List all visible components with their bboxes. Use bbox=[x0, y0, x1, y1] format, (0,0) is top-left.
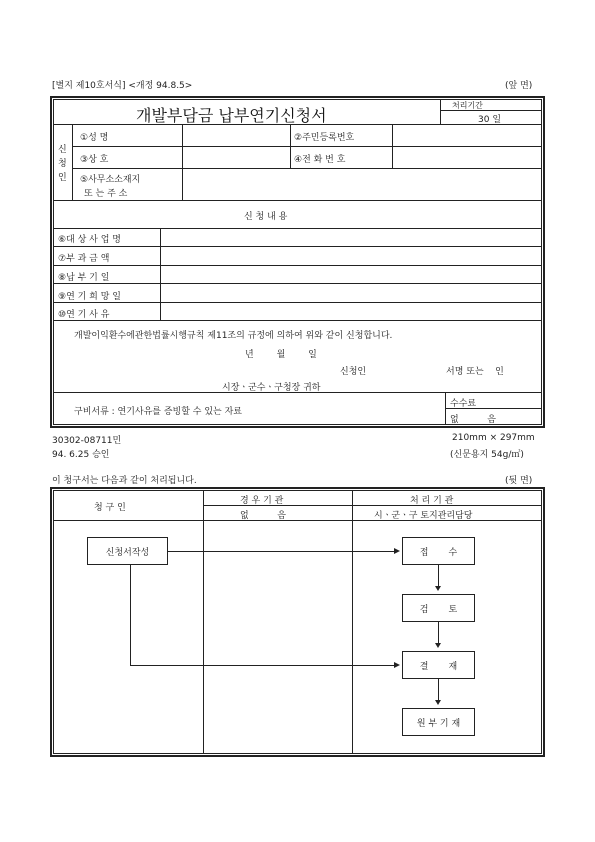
due-date-field[interactable] bbox=[162, 266, 540, 282]
form-number: [별지 제10호서식] <개정 94.8.5> bbox=[52, 81, 193, 91]
arrow-right-icon bbox=[394, 548, 400, 554]
connector-review-decide bbox=[438, 622, 439, 644]
period-divider bbox=[440, 99, 441, 124]
resident-no-field[interactable] bbox=[394, 126, 540, 144]
amount-field[interactable] bbox=[162, 247, 540, 263]
step-decide bbox=[402, 651, 475, 679]
row-line bbox=[53, 200, 542, 201]
paper-type: (신문용지 54g/㎡) bbox=[450, 450, 524, 460]
step-register-label: 원 부 기 재 bbox=[416, 718, 461, 729]
col-applicant: 청 구 인 bbox=[94, 503, 126, 513]
row-line bbox=[72, 168, 542, 169]
defer-date-label: ⑨연 기 희 망 일 bbox=[58, 292, 121, 302]
col-via-agency: 경 우 기 관 bbox=[240, 496, 284, 506]
mid-col-line bbox=[290, 124, 291, 168]
process-col-line2 bbox=[352, 490, 353, 754]
connector-decide-register bbox=[438, 679, 439, 701]
row-line bbox=[53, 320, 542, 321]
defer-date-field[interactable] bbox=[162, 284, 540, 300]
reason-field[interactable] bbox=[162, 303, 540, 319]
reason-label: ⑩연 기 사 유 bbox=[58, 310, 110, 320]
form-title: 개발부담금 납부연기신청서 bbox=[136, 106, 327, 125]
side-back-label: (뒷 면) bbox=[505, 476, 533, 486]
project-field[interactable] bbox=[162, 229, 540, 245]
content-col-line bbox=[160, 228, 161, 320]
step-receive bbox=[402, 537, 475, 565]
col-handler: 처 리 기 관 bbox=[410, 496, 454, 506]
addressee-text: 시장ㆍ군수ㆍ구청장 귀하 bbox=[222, 383, 321, 393]
period-label: 처리기간 bbox=[452, 101, 483, 110]
address-label-line2: 또 는 주 소 bbox=[84, 189, 128, 199]
col-handler-value: 시ㆍ군ㆍ구 토지관리담당 bbox=[374, 511, 473, 521]
connector-receive-review bbox=[438, 565, 439, 587]
connector-write-receive bbox=[168, 551, 394, 552]
project-label: ⑥대 상 사 업 명 bbox=[58, 235, 121, 245]
side-front-label: (앞 면) bbox=[505, 81, 533, 91]
step-write-label: 신청서작성 bbox=[105, 547, 150, 558]
connector-write-decide-v bbox=[130, 565, 131, 665]
date-line: 년 월 일 bbox=[245, 350, 317, 360]
step-receive-label: 접 수 bbox=[419, 547, 458, 558]
name-label: ①성 명 bbox=[80, 133, 109, 143]
name-field[interactable] bbox=[184, 126, 288, 144]
content-header: 신 청 내 용 bbox=[244, 212, 288, 222]
step-register bbox=[402, 708, 475, 736]
fee-label: 수수료 bbox=[450, 399, 477, 409]
row-line bbox=[53, 392, 542, 393]
arrow-right-icon bbox=[394, 662, 400, 668]
amount-label: ⑦부 과 금 액 bbox=[58, 254, 110, 264]
form-code: 30302-08711민 bbox=[52, 436, 122, 446]
period-value: 30 일 bbox=[478, 115, 502, 125]
trade-name-label: ③상 호 bbox=[80, 155, 109, 165]
applicant-sign-label: 신청인 bbox=[340, 367, 367, 377]
row-line bbox=[72, 146, 542, 147]
arrow-down-icon bbox=[435, 700, 441, 705]
paper-size: 210mm × 297mm bbox=[452, 433, 535, 443]
sign-or-seal-label: 서명 또는 인 bbox=[446, 367, 504, 377]
statement-text: 개발이익환수에관한법률시행규칙 제11조의 규정에 의하여 위와 같이 신청합니다. bbox=[74, 331, 393, 341]
approval-date: 94. 6.25 승인 bbox=[52, 450, 110, 460]
process-intro: 이 청구서는 다음과 같이 처리됩니다. bbox=[52, 476, 197, 486]
arrow-down-icon bbox=[435, 586, 441, 591]
phone-label: ④전 화 번 호 bbox=[294, 155, 346, 165]
trade-name-field[interactable] bbox=[184, 148, 288, 166]
applicant-col-line bbox=[72, 124, 73, 200]
address-field[interactable] bbox=[184, 170, 540, 198]
fee-value: 없 음 bbox=[450, 415, 496, 425]
phone-field[interactable] bbox=[394, 148, 540, 166]
row-line bbox=[53, 124, 542, 125]
connector-write-decide-h bbox=[130, 665, 394, 666]
step-decide-label: 결 재 bbox=[419, 661, 458, 672]
step-write-application bbox=[87, 537, 168, 565]
step-review bbox=[402, 594, 475, 622]
process-col-line bbox=[203, 490, 204, 754]
period-split bbox=[440, 110, 542, 111]
mid-col-line2 bbox=[392, 124, 393, 168]
resident-no-label: ②주민등록번호 bbox=[294, 133, 355, 143]
due-date-label: ⑧납 부 기 일 bbox=[58, 273, 110, 283]
col-via-value: 없 음 bbox=[240, 511, 286, 521]
arrow-down-icon bbox=[435, 643, 441, 648]
label-col-line bbox=[182, 124, 183, 200]
applicant-group-label: 신 청 인 bbox=[58, 145, 67, 183]
address-label-line1: ⑤사무소소재지 bbox=[80, 175, 141, 185]
fee-split bbox=[445, 408, 542, 409]
step-review-label: 검 토 bbox=[419, 604, 458, 615]
required-docs-text: 구비서류 : 연기사유를 증빙할 수 있는 자료 bbox=[74, 407, 242, 417]
